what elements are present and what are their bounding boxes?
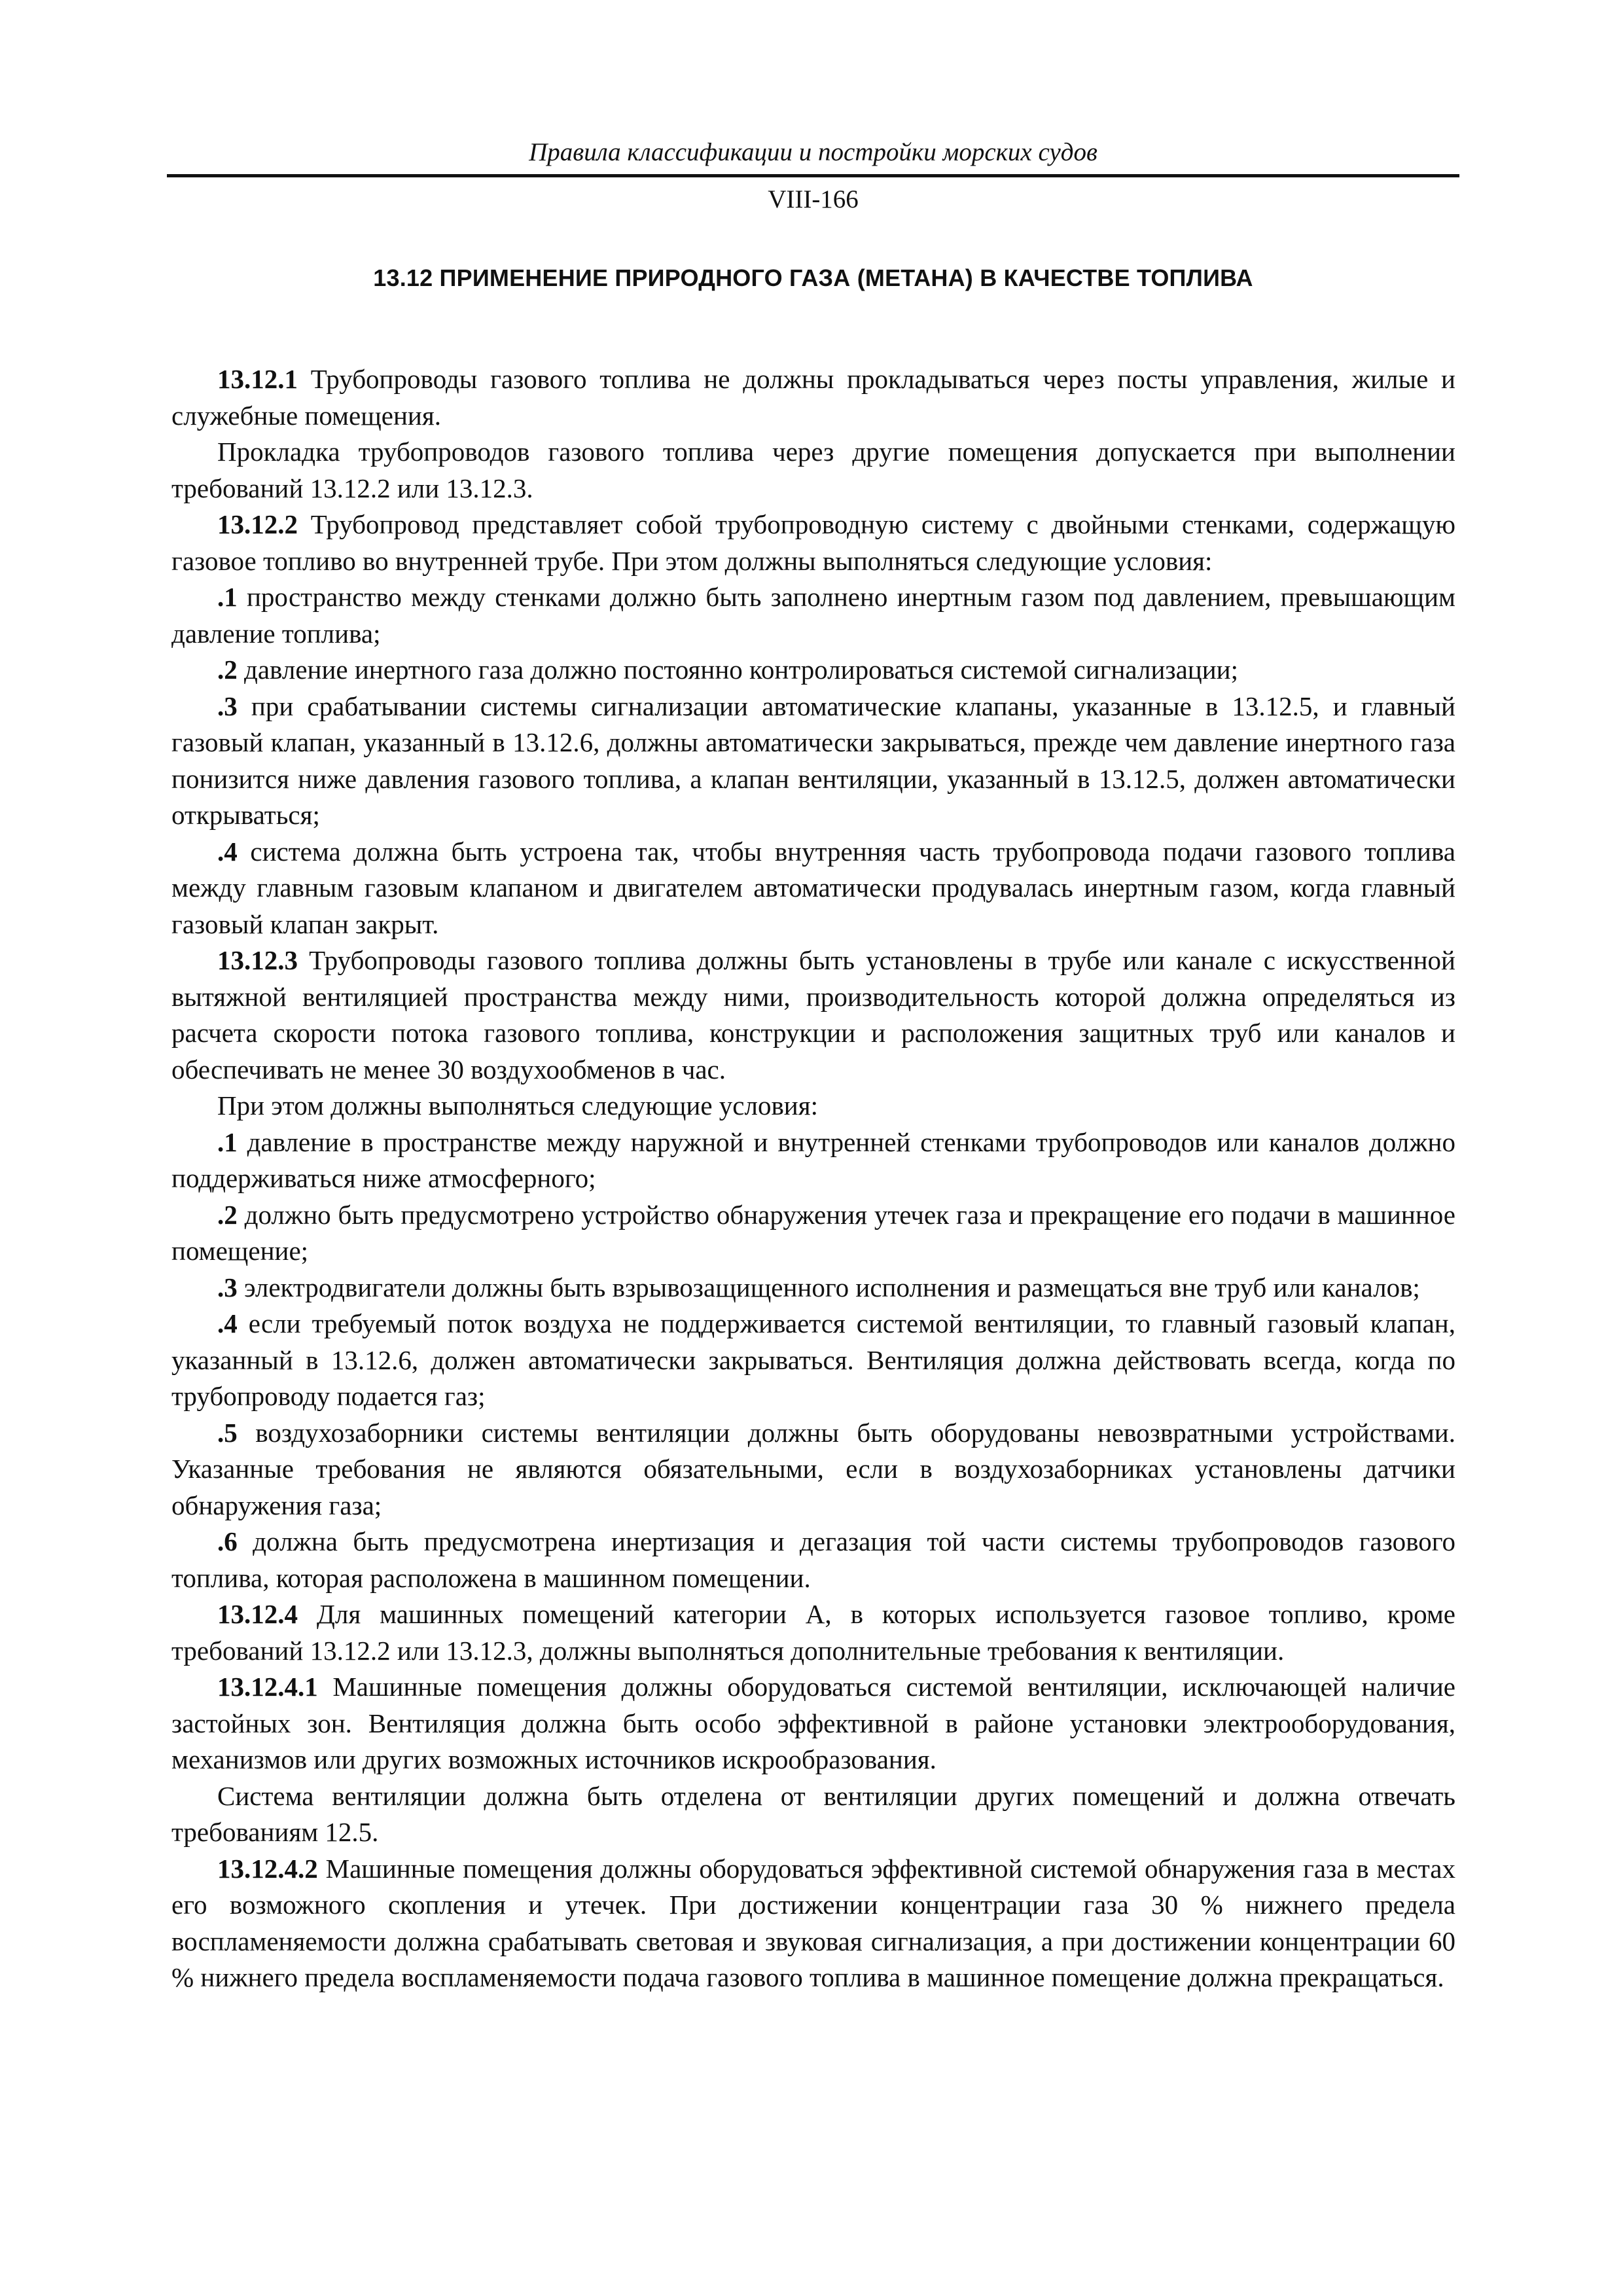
paragraph-text: если требуемый поток воздуха не поддерживается системой вентиляции, то главный газовый клапан, указанный в 13.12.6, должен автоматически закрываться. Вентиляция должна действовать всегда, когда по трубопроводу подается газ; [171,1308,1455,1411]
paragraph-text: Для машинных помещений категории А, в которых используется газовое топливо, кроме требований 13.12.2 или 13.12.3, должны выполняться дополнительные требования к вентиляции. [171,1599,1455,1666]
list-item [171,1197,1455,1270]
list-item [171,689,1455,834]
paragraph-text: Трубопроводы газового топлива не должны прокладываться через посты управления, жилые и служебные помещения. [171,364,1455,431]
page-number: VIII-166 [768,185,859,213]
list-item [171,579,1455,652]
item-number: .3 [217,691,238,721]
paragraph [171,1088,1455,1124]
paragraph [171,434,1455,507]
paragraph [171,361,1455,434]
item-number: .2 [217,655,238,685]
paragraph-text: давление инертного газа должно постоянно контролироваться системой сигнализации; [237,655,1239,685]
paragraph-text: давление в пространстве между наружной и внутренней стенками трубопроводов или каналов должно поддерживаться ниже атмосферного; [171,1126,1455,1193]
list-item [171,1306,1455,1415]
list-item [171,1415,1455,1524]
paragraph-text: Трубопроводы газового топлива должны быть установлены в трубе или канале с искусственной вытяжной вентиляцией пространства между ними, производительность которой должна определяться из расчета скорости потока газового топлива, конструкции и расположения защитных труб или каналов и обеспечивать не менее 30 воздухообменов в час. [171,945,1455,1085]
paragraph-text: пространство между стенками должно быть заполнено инертным газом под давлением, превышающим давление топлива; [171,582,1455,649]
clause-number: 13.12.3 [217,945,298,975]
header-rule [167,174,1459,177]
item-number: .4 [217,836,238,867]
clause-number: 13.12.4.1 [217,1672,318,1702]
paragraph [171,1778,1455,1851]
paragraph-text: Система вентиляции должна быть отделена от вентиляции других помещений и должна отвечать требованиям 12.5. [171,1780,1455,1847]
paragraph [171,1596,1455,1669]
paragraph-text: должно быть предусмотрено устройство обнаружения утечек газа и прекращение его подачи в машинное помещение; [171,1199,1455,1266]
item-number: .3 [217,1272,238,1302]
clause-number: 13.12.4.2 [217,1853,318,1884]
item-number: .1 [217,582,238,612]
clause-number: 13.12.2 [217,509,298,539]
item-number: .4 [217,1308,238,1338]
paragraph-text: Прокладка трубопроводов газового топлива через другие помещения допускается при выполнении требований 13.12.2 или 13.12.3. [171,437,1455,503]
list-item [171,1270,1455,1306]
paragraph-text: воздухозаборники системы вентиляции должны быть оборудованы невозвратными устройствами. Указанные требования не являются обязательными, если в воздухозаборниках установлены датчики обнаружения газа; [171,1417,1455,1520]
paragraph-text: система должна быть устроена так, чтобы внутренняя часть трубопровода подачи газового топлива между главным газовым клапаном и двигателем автоматически продувалась инертным газом, когда главный газовый клапан закрыт. [171,836,1455,939]
list-item [171,1124,1455,1197]
paragraph-text: Трубопровод представляет собой трубопроводную систему с двойными стенками, содержащую газовое топливо во внутренней трубе. При этом должны выполняться следующие условия: [171,509,1455,576]
section-title: 13.12 ПРИМЕНЕНИЕ ПРИРОДНОГО ГАЗА (МЕТАНА) В КАЧЕСТВЕ ТОПЛИВА [373,264,1253,291]
paragraph-text: электродвигатели должны быть взрывозащищенного исполнения и размещаться вне труб или каналов; [237,1272,1420,1302]
paragraph-text: Машинные помещения должны оборудоваться системой вентиляции, исключающей наличие застойных зон. Вентиляция должна быть особо эффективной в районе установки электрооборудования, механизмов или других возможных источников искрообразования. [171,1672,1455,1774]
clause-number: 13.12.4 [217,1599,298,1629]
clause-number: 13.12.1 [217,364,298,394]
list-item [171,1524,1455,1596]
item-number: .2 [217,1199,238,1230]
item-number: .1 [217,1126,238,1157]
paragraph-text: должна быть предусмотрена инертизация и дегазация той части системы трубопроводов газового топлива, которая расположена в машинном помещении. [171,1526,1455,1593]
body-text [171,361,1455,1996]
paragraph [171,1669,1455,1778]
paragraph [171,507,1455,579]
item-number: .5 [217,1417,238,1448]
list-item [171,834,1455,943]
paragraph [171,942,1455,1088]
paragraph-text: при срабатывании системы сигнализации автоматические клапаны, указанные в 13.12.5, и главный газовый клапан, указанный в 13.12.6, должны автоматически закрываться, прежде чем давление инертного газа понизится ниже давления газового топлива, а клапан вентиляции, указанный в 13.12.5, должен автоматически открываться; [171,691,1455,830]
paragraph [171,1851,1455,1996]
list-item [171,652,1455,689]
running-title: Правила классификации и постройки морских судов [529,138,1097,166]
item-number: .6 [217,1526,238,1556]
paragraph-text: Машинные помещения должны оборудоваться эффективной системой обнаружения газа в местах его возможного скопления и утечек. При достижении концентрации газа 30 % нижнего предела воспламеняемости должна срабатывать световая и звуковая сигнализация, а при достижении концентрации 60 % нижнего предела воспламеняемости подача газового топлива в машинное помещение должна прекращаться. [171,1853,1455,1992]
paragraph-text: При этом должны выполняться следующие условия: [217,1090,818,1121]
